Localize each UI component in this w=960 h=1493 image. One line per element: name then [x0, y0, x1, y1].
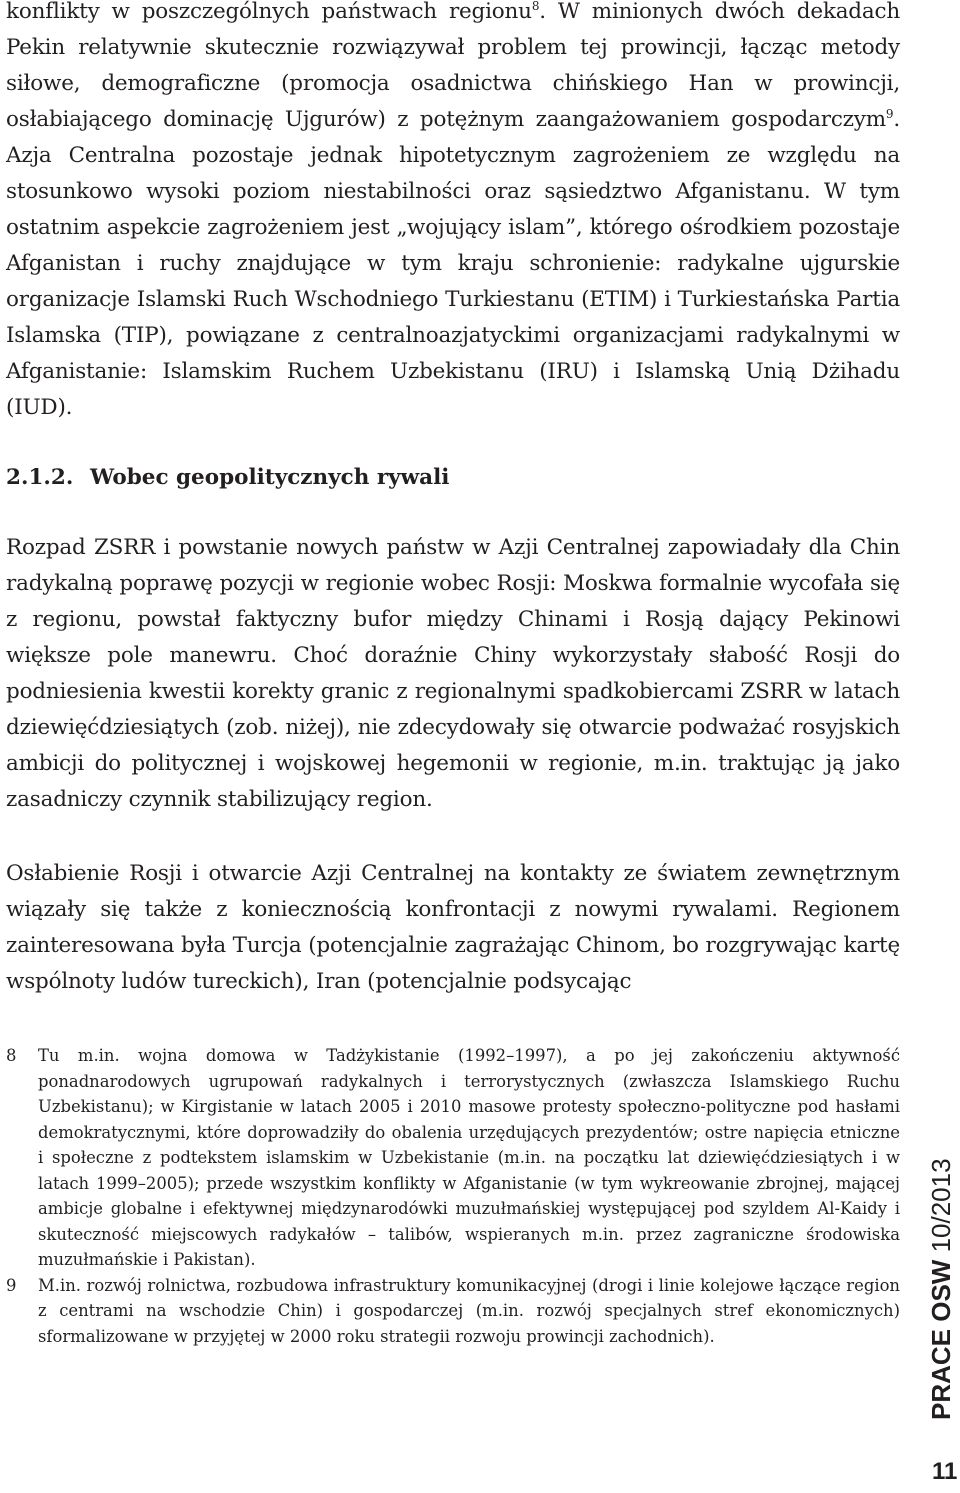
section-number: 2.1.2.	[6, 465, 74, 490]
paragraph-1-text-c: . Azja Centralna pozostaje jednak hipotetycznym zagrożeniem ze względu na stosunkowo wysoki poziom niestabilności oraz sąsiedztwo Afganistanu. W tym ostatnim aspekcie zagrożeniem jest „wojujący islam”, którego ośrodkiem pozostaje Afganistan i ruchy znajdujące w tym kraju schronienie: radykalne ujgurskie organizacje Islamski Ruch Wschodniego Turkiestanu (ETIM) i Turkiestańska Partia Islamska (TIP), powiązane z centralnoazjatyckimi organizacjami radykalnymi w Afganistanie: Islamskim Ruchem Uzbekistanu (IRU) i Islamską Unią Dżihadu (IUD).	[6, 107, 900, 420]
publication-label	[926, 1158, 956, 1420]
page-number: 11	[932, 1458, 958, 1485]
footnote-number: 9	[6, 1275, 17, 1295]
footnote-8	[6, 1043, 900, 1273]
footnote-number: 8	[6, 1046, 17, 1065]
section-heading	[6, 460, 449, 496]
body-paragraph-1	[6, 0, 900, 426]
body-paragraph-3: Osłabienie Rosji i otwarcie Azji Centralnej na kontakty ze światem zewnętrznym wiązały się także z koniecznością konfrontacji z nowymi rywalami. Regionem zainteresowana była Turcja (potencjalnie zagrażając Chinom, bo rozgrywając kartę wspólnoty ludów tureckich), Iran (potencjalnie podsycając	[6, 861, 900, 994]
footnote-9	[6, 1273, 900, 1350]
body-paragraph-2: Rozpad ZSRR i powstanie nowych państw w Azji Centralnej zapowiadały dla Chin radykalną poprawę pozycji w regionie wobec Rosji: Moskwa formalnie wycofała się z regionu, powstał faktyczny bufor między Chinami i Rosją dający Pekinowi większe pole manewru. Choć doraźnie Chiny wykorzystały słabość Rosji do podniesienia kwestii korekty granic z regionalnymi spadkobiercami ZSRR w latach dziewięćdziesiątych (zob. niżej), nie zdecydowały się otwarcie podważać rosyjskich ambicji do politycznej i wojskowej hegemonii w regionie, m.in. traktując ją jako zasadniczy czynnik stabilizujący region.	[6, 535, 900, 812]
paragraph-1-text-b: . W minionych dwóch dekadach Pekin relatywnie skutecznie rozwiązywał problem tej prowincji, łącząc metody siłowe, demograficzne (promocja osadnictwa chińskiego Han w prowincji, osłabiającego dominację Ujgurów) z potężnym zaangażowaniem gospodarczym	[6, 0, 900, 132]
footnote-ref-9[interactable]: 9	[885, 106, 894, 121]
footnotes	[6, 1043, 900, 1349]
footnote-text: M.in. rozwój rolnictwa, rozbudowa infrastruktury komunikacyjnej (drogi i linie kolejowe łączące region z centrami na wschodzie Chin) i gospodarczej (m.in. rozwój specjalnych stref ekonomicznych) sformalizowane w przyjętej w 2000 roku strategii rozwoju prowincji zachodnich).	[38, 1275, 900, 1346]
paragraph-1-text-a: konflikty w poszczególnych państwach regionu	[6, 0, 532, 24]
footnote-ref-8[interactable]: 8	[531, 0, 540, 13]
footnote-text: Tu m.in. wojna domowa w Tadżykistanie (1992–1997), a po jej zakończeniu aktywność ponadnarodowych ugrupowań radykalnych i terrorystycznych (zwłaszcza Islamskiego Ruchu Uzbekistanu); w Kirgistanie w latach 2005 i 2010 masowe protesty społeczno-polityczne pod hasłami demokratycznymi, które doprowadziły do obalenia urzędujących prezydentów; ostre napięcia etniczne i społeczne z podtekstem islamskim w Uzbekistanie (m.in. na początku lat dziewięćdziesiątych i w latach 1999–2005); przede wszystkim konflikty w Afganistanie (w tym wykreowanie zbrojnej, mającej ambicje globalne i efektywnej międzynarodówki muzułmańskiej występującej pod szyldem Al-Kaidy i skuteczność miejscowych radykałów – talibów, wspieranych m.in. przez zagraniczne środowiska muzułmańskie i Pakistan).	[38, 1046, 900, 1269]
section-title: Wobec geopolitycznych rywali	[90, 465, 450, 490]
publication-sidebar	[922, 1160, 960, 1420]
publication-issue: 10/2013	[926, 1158, 956, 1253]
publication-name: PRACE OSW	[926, 1259, 956, 1420]
